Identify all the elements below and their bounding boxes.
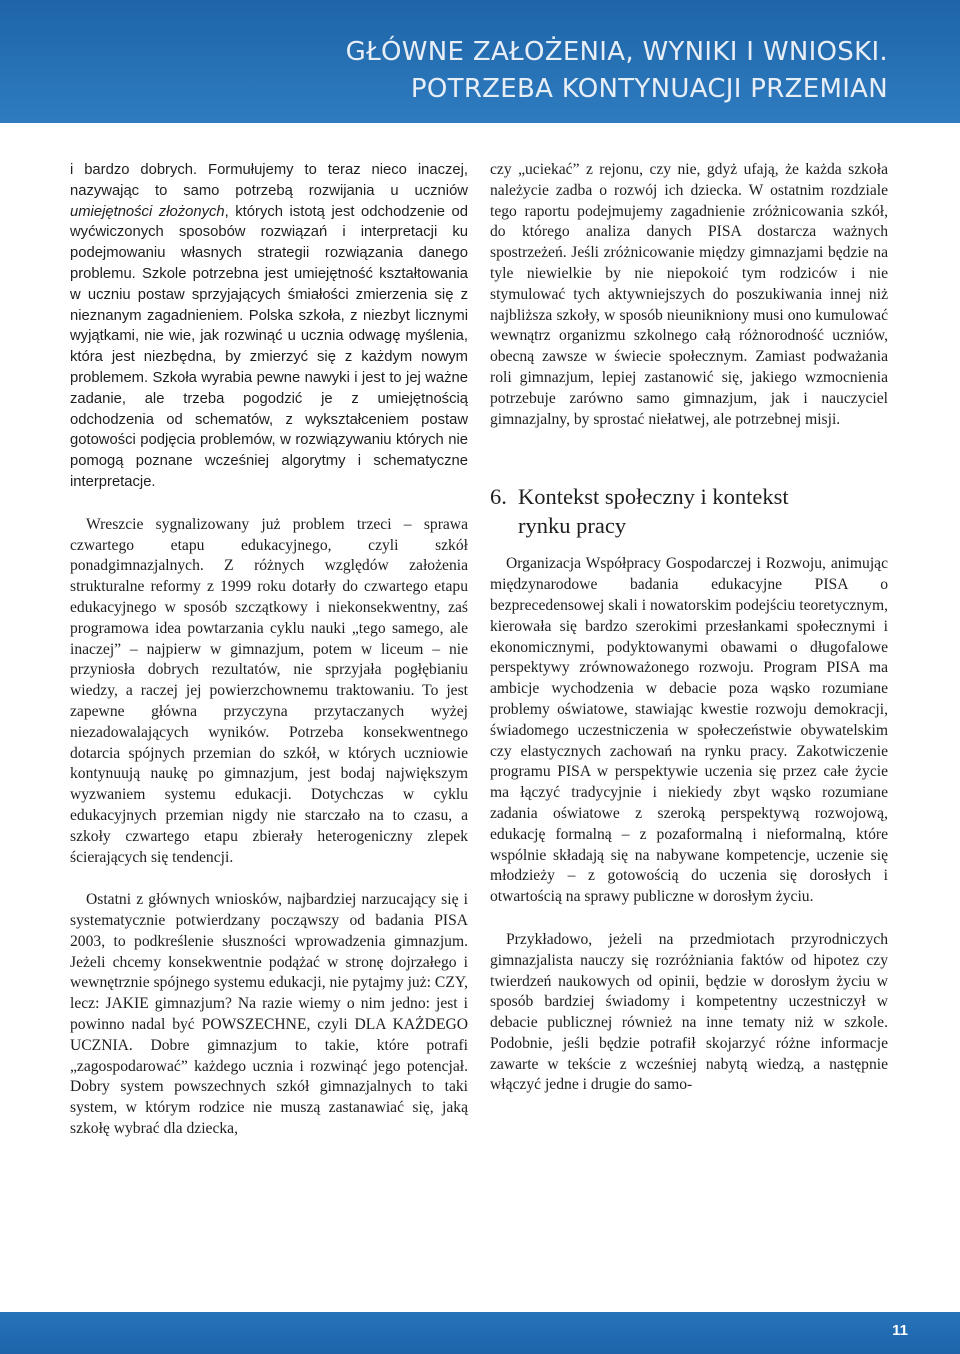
section-heading: [490, 482, 888, 540]
left-paragraph-1-emphasis: umiejętności złożonych: [70, 203, 225, 220]
right-paragraph-3: Przykładowo, jeżeli na przedmiotach przyrodniczych gimnazjalista nauczy się rozróżniania faktów od hipotez czy twierdzeń naukowych od opinii, będzie w dorosłym życiu w sposób bardziej świadomy i kompetentny uczestniczył w debacie publicznej również na inne tematy niż w szkole. Podobnie, jeśli będzie potrafił skojarzyć różne informacje zawarte w tekście z wcześniej nabytą wiedzą, a następnie włączyć jedne i drugie do samo-: [490, 930, 888, 1094]
page-number: 11: [892, 1322, 908, 1339]
section-title-line1: Kontekst społeczny i kontekst: [518, 484, 789, 510]
section-number: 6.: [490, 484, 507, 510]
right-paragraph-1: czy „uciekać” z rejonu, czy nie, gdyż ufają, że każda szkoła należycie zadba o rozwój ich dziecka. W ostatnim rozdziale tego raportu podejmujemy zagadnienie zróżnicowania szkół, do którego analiza danych PISA dostarcza ważnych spostrzeżeń. Jeśli zróżnicowanie między gimnazjami będzie na tyle niewielkie by nie niepokoić tym rodziców i nie stymulować tych aktywniejszych do poszukiwania innej niż najbliższa szkoły, w sposób nieunikniony musi ono kumulować wewnątrz organizmu szkolnego całą różnorodność uczniów, obecną zawsze w świecie społecznym. Zamiast podważania roli gimnazjum, lepiej zastanowić się, jakiego wzmocnienia potrzebuje zarówno samo gimnazjum, jak i nauczyciel gimnazjalny, by sprostać niełatwej, ale potrzebnej misji.: [490, 161, 888, 428]
right-column: [490, 160, 888, 1096]
right-paragraph-2: Organizacja Współpracy Gospodarczej i Rozwoju, animując międzynarodowe badania edukacyjne PISA o bezprecedensowej skali i nowatorskim podejściu teoretycznym, kierowała się bardzo szerokimi przesłankami społecznymi i ekonomicznymi, podyktowanymi obawami o długofalowe perspektywy zrównoważonego rozwoju. Program PISA ma ambicje wychodzenia w debacie poza wąsko rozumiane problemy oświatowe, stawiając kwestie rozwoju demokracji, świadomego uczestniczenia w społeczeństwie obywatelskim czy elastycznych zachowań na rynku pracy. Zakotwiczenie programu PISA w perspektywie uczenia się przez całe życie ma łączyć tradycyjnie i niekiedy zbyt wąsko rozumiane zadania oświatowe z szeroką perspektywą rozwojową, edukację formalną – z pozaformalną i nieformalną, które wspólnie składają się na nabywane kompetencje, uczenie się młodzieży – z gotowością do uczenia się dorosłych i otwartością na sprawy publiczne w dorosłym życiu.: [490, 555, 888, 906]
header-banner: [0, 0, 960, 123]
footer-banner: [0, 1312, 960, 1354]
left-column: [70, 160, 468, 1140]
page-title-line2: POTRZEBA KONTYNUACJI PRZEMIAN: [410, 74, 888, 104]
page-title-line1: GŁÓWNE ZAŁOŻENIA, WYNIKI I WNIOSKI.: [345, 37, 888, 67]
left-paragraph-1: [70, 160, 468, 493]
section-title-line2: rynku pracy: [518, 513, 627, 539]
left-paragraph-1-start: i bardzo dobrych. Formułujemy to teraz nieco inaczej, nazywając to samo potrzebą rozwijania u uczniów: [70, 162, 468, 199]
left-paragraph-3: Ostatni z głównych wniosków, najbardziej narzucający się i systematycznie potwierdzany począwszy od badania PISA 2003, to podkreślenie słuszności wprowadzenia gimnazjum. Jeżeli chcemy konsekwentnie podążać w stronę dojrzałego i wewnętrznie spójnego systemu edukacji, nie pytajmy już: CZY, lecz: JAKIE gimnazjum? Na razie wiemy o nim jedno: jest i powinno nadal być POWSZECHNE, czyli DLA KAŻDEGO UCZNIA. Dobre gimnazjum to takie, które potrafi „zagospodarować” każdego ucznia i rozwinąć jego potencjał. Dobry system powszechnych szkół gimnazjalnych to taki system, w którym rodzice nie muszą zastanawiać się, jaką szkołę wybrać dla dziecka,: [70, 891, 468, 1138]
left-paragraph-2: Wreszcie sygnalizowany już problem trzeci – sprawa czwartego etapu edukacyjnego, czyli szkół ponadgimnazjalnych. Z różnych względów założenia strukturalne reformy z 1999 roku dotarły do czwartego etapu edukacyjnego w sposób szczątkowy i niekonsekwentny, zaś programowa idea powtarzania cyklu nauki „tego samego, ale inaczej” – najpierw w gimnazjum, potem w liceum – nie przyniosła dobrych rezultatów, nie sprzyjała pogłębianiu wiedzy, a raczej jej powierzchownemu traktowaniu. To jest zapewne główna przyczyna przytaczanych wyżej niezadowalających wyników. Potrzeba konsekwentnego dotarcia spójnych przemian do szkół, w których uczniowie kontynuują naukę po gimnazjum, jest bodaj największym wyzwaniem systemu edukacji. Dotychczas w cyklu edukacyjnych przemian nigdy nie starczało na to czasu, a szkoły czwartego etapu zbierały heterogeniczny zlepek ścierających się tendencji.: [70, 515, 468, 866]
page-title: [346, 34, 888, 108]
left-paragraph-1-rest: , których istotą jest odchodzenie od wyćwiczonych sposobów rozwiązań i interpretacji ku podejmowaniu własnych strategii rozwiązania danego problemu. Szkole potrzebna jest umiejętność kształtowania w uczniu postaw sprzyjających śmiałości zmierzenia się z nieznanym zagadnieniem. Polska szkoła, z niezbyt licznymi wyjątkami, nie wie, jak rozwinąć u ucznia odwagę myślenia, która jest niezbędna, by zmierzyć się z każdym nowym problemem. Szkoła wyrabia pewne nawyki i jest to jej ważne zadanie, ale trzeba pogodzić je z umiejętnością odchodzenia od schematów, z wykształceniem postaw gotowości podjęcia problemów, w rozwiązywaniu których nie pomogą poznane wcześniej algorytmy i schematyczne interpretacje.: [70, 203, 468, 490]
